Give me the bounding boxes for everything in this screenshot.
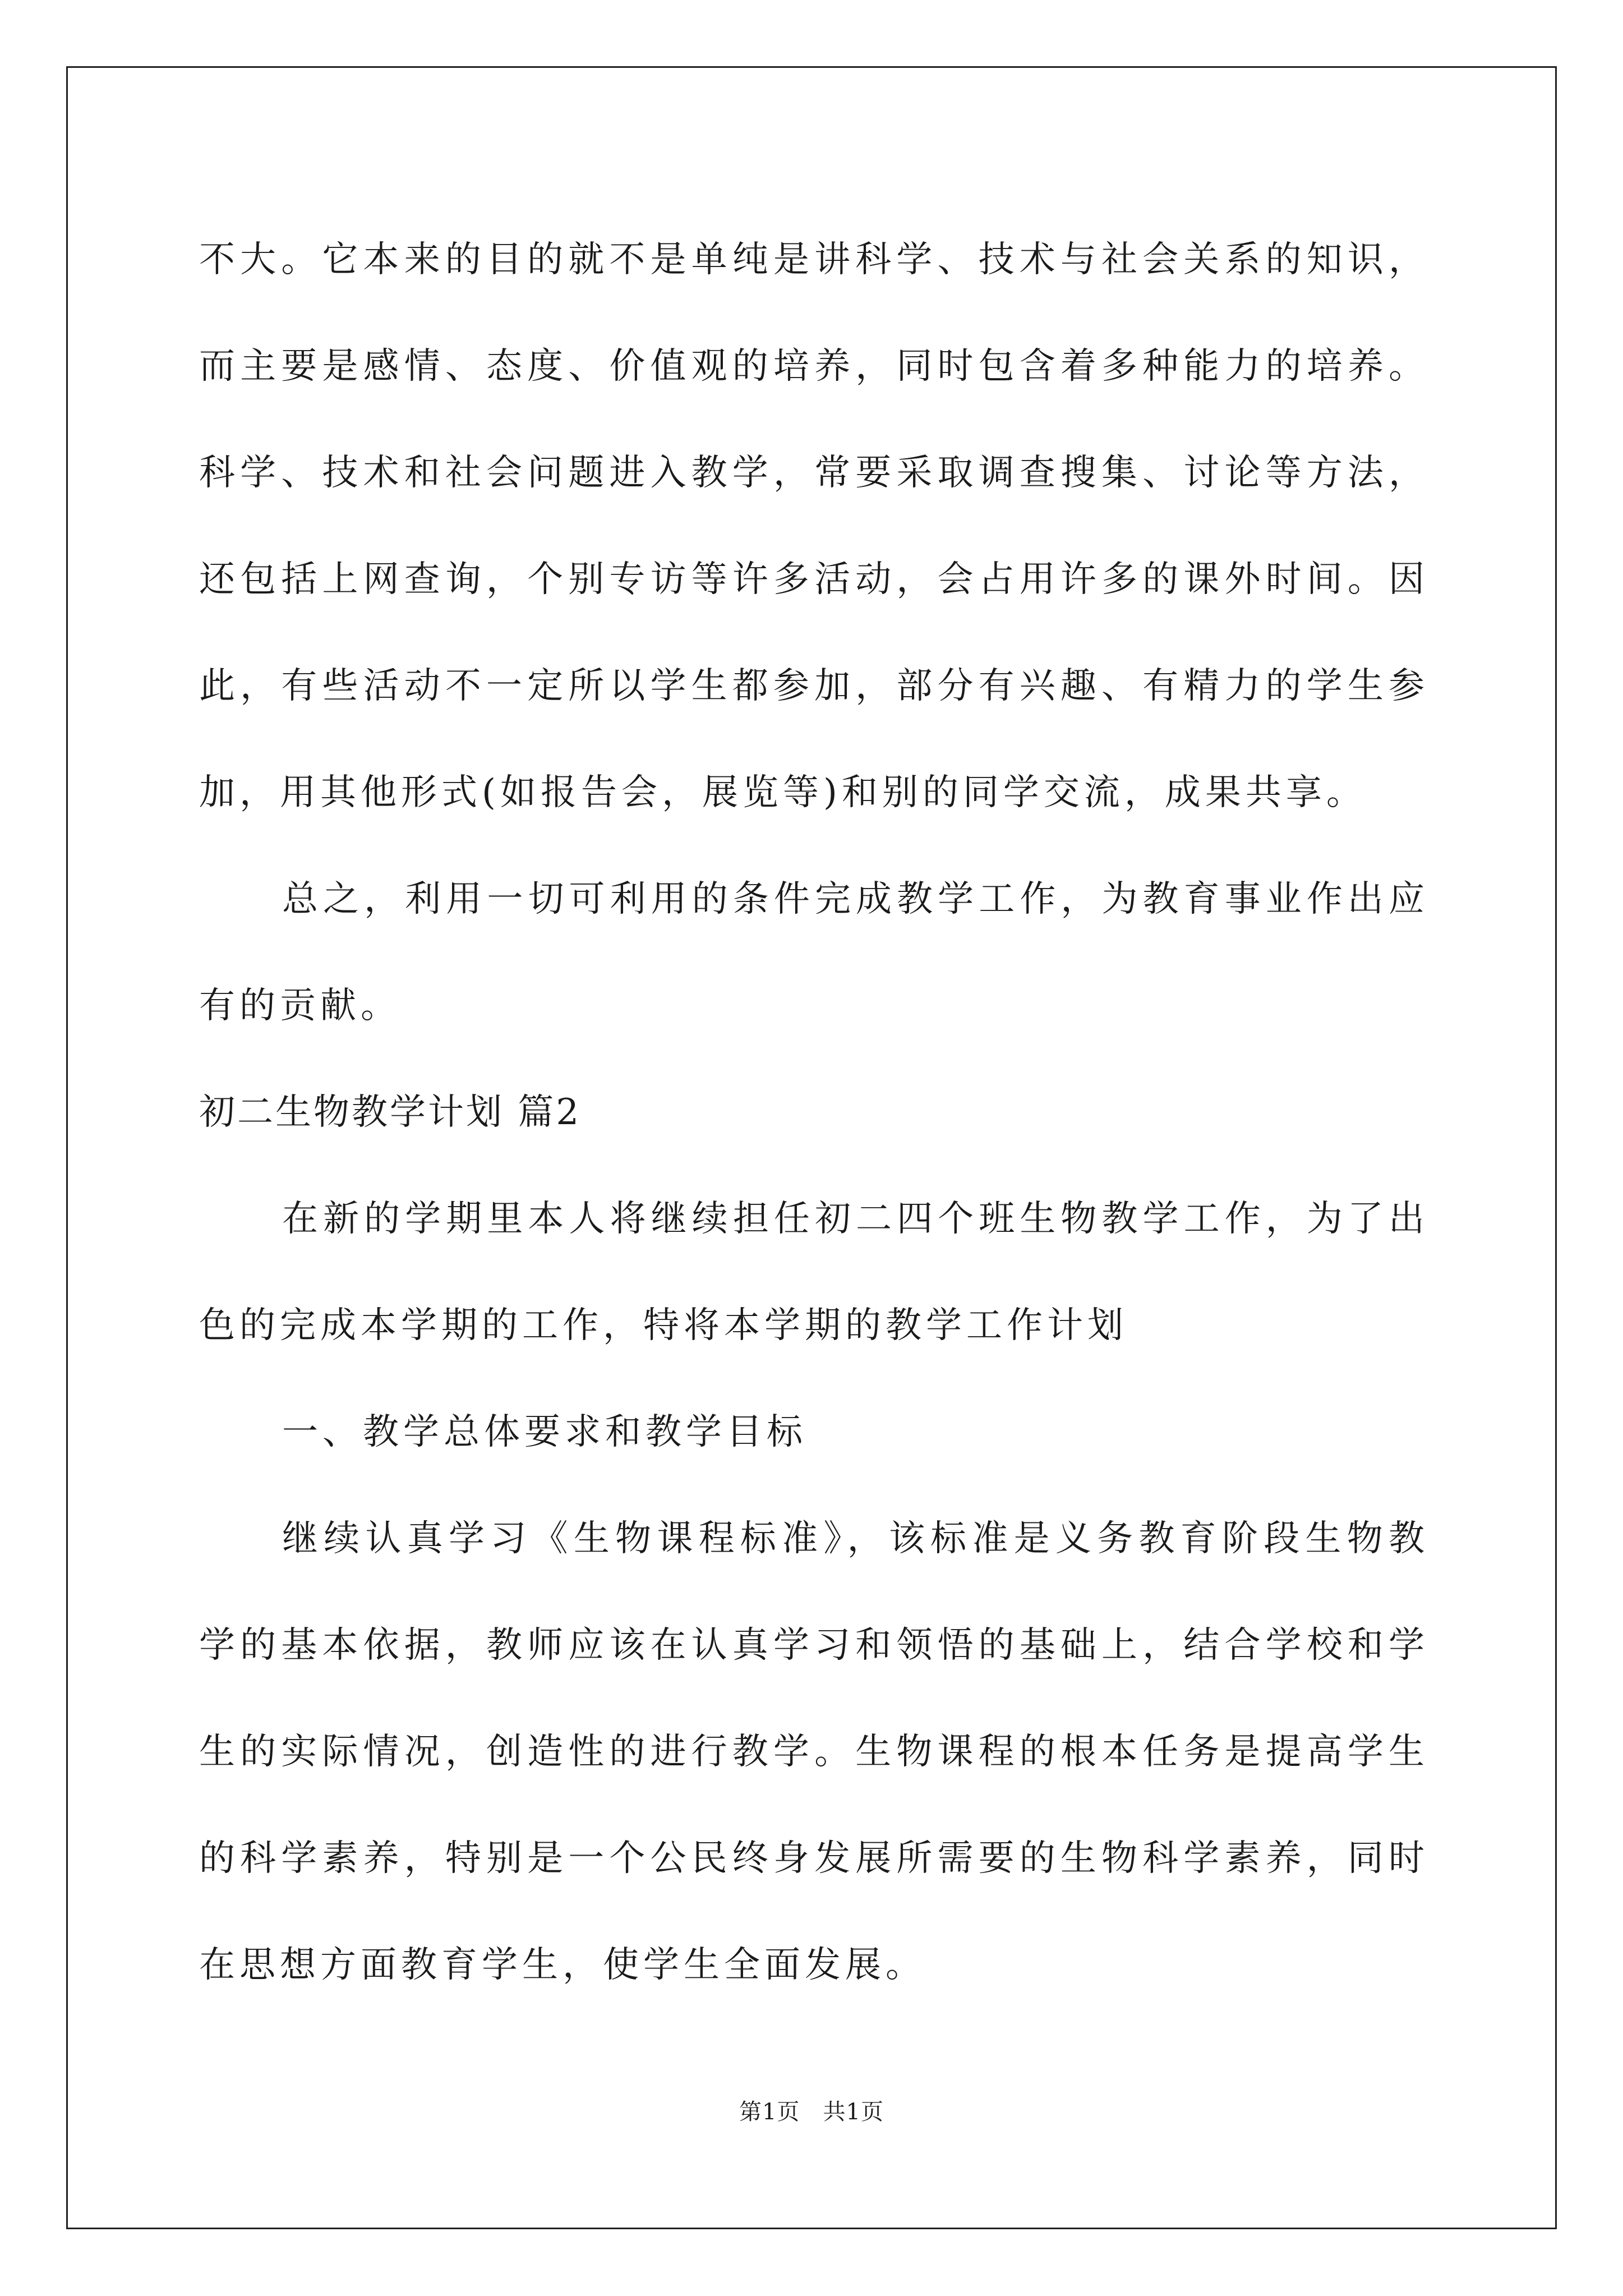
document-body [199, 206, 1429, 2018]
paragraph-3: 在新的学期里本人将继续担任初二四个班生物教学工作，为了出色的完成本学期的工作，特将本学期的教学工作计划 [199, 1198, 1429, 1346]
paragraph-4-subheading: 一、教学总体要求和教学目标 [282, 1411, 807, 1453]
paragraph-2: 总之，利用一切可利用的条件完成教学工作，为教育事业作出应有的贡献。 [199, 878, 1429, 1027]
paragraph-1: 不大。它本来的目的就不是单纯是讲科学、技术与社会关系的知识，而主要是感情、态度、价值观的培养，同时包含着多种能力的培养。科学、技术和社会问题进入教学，常要采取调查搜集、讨论等方法，还包括上网查询，个别专访等许多活动，会占用许多的课外时间。因此，有些活动不一定所以学生都参加，部分有兴趣、有精力的学生参加，用其他形式(如报告会，展览等)和别的同学交流，成果共享。 [199, 239, 1429, 813]
paragraph-5: 继续认真学习《生物课程标准》，该标准是义务教育阶段生物教学的基本依据，教师应该在认真学习和领悟的基础上，结合学校和学生的实际情况，创造性的进行教学。生物课程的根本任务是提高学生的科学素养，特别是一个公民终身发展所需要的生物科学素养，同时在思想方面教育学生，使学生全面发展。 [199, 1518, 1429, 1986]
section-heading: 初二生物教学计划 篇2 [199, 1092, 582, 1133]
page-footer: 第1页 共1页 [739, 2099, 884, 2125]
